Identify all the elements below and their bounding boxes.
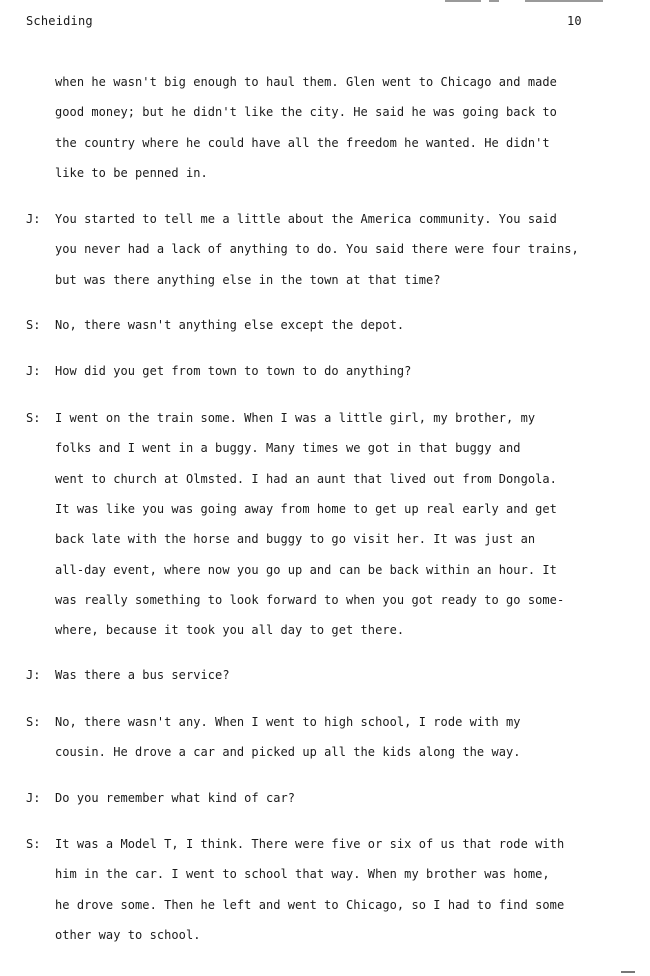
text-line: Was there a bus service? bbox=[55, 668, 230, 682]
text-line: went to church at Olmsted. I had an aunt that lived out from Dongola. bbox=[55, 471, 557, 486]
speaker-label: J: bbox=[26, 791, 41, 805]
text-line: No, there wasn't any. When I went to high school, I rode with my bbox=[55, 715, 521, 729]
speaker-label: J: bbox=[26, 364, 41, 378]
scan-corner-mark bbox=[621, 971, 635, 973]
speaker-label: S: bbox=[26, 411, 41, 425]
scan-artifact-mark bbox=[445, 0, 605, 3]
speaker-label: S: bbox=[26, 837, 41, 851]
speaker-label: J: bbox=[26, 668, 41, 682]
text-line: cousin. He drove a car and picked up all the kids along the way. bbox=[55, 745, 521, 760]
text-line: back late with the horse and buggy to go visit her. It was just an bbox=[55, 532, 536, 547]
text-line: other way to school. bbox=[55, 927, 201, 942]
text-line: when he wasn't big enough to haul them. Glen went to Chicago and made bbox=[55, 75, 557, 89]
speaker-label: J: bbox=[26, 212, 41, 226]
text-line: No, there wasn't anything else except the depot. bbox=[55, 318, 405, 332]
speaker-label: S: bbox=[26, 318, 41, 332]
text-line: It was like you was going away from home to get up real early and get bbox=[55, 501, 557, 516]
text-line: You started to tell me a little about the America community. You said bbox=[55, 212, 557, 226]
text-line: but was there anything else in the town at that time? bbox=[55, 272, 441, 287]
text-line: all-day event, where now you go up and can be back within an hour. It bbox=[55, 562, 557, 577]
page-number: 10 bbox=[567, 14, 582, 28]
text-line: I went on the train some. When I was a little girl, my brother, my bbox=[55, 411, 536, 425]
text-line: like to be penned in. bbox=[55, 165, 208, 180]
text-line: It was a Model T, I think. There were five or six of us that rode with bbox=[55, 837, 565, 851]
text-line: the country where he could have all the freedom he wanted. He didn't bbox=[55, 135, 550, 150]
text-line: How did you get from town to town to do anything? bbox=[55, 364, 412, 378]
text-line: where, because it took you all day to get there. bbox=[55, 623, 405, 638]
text-line: was really something to look forward to when you got ready to go some- bbox=[55, 592, 565, 607]
text-line: you never had a lack of anything to do. You said there were four trains, bbox=[55, 242, 579, 257]
text-line: good money; but he didn't like the city. He said he was going back to bbox=[55, 105, 557, 120]
text-line: he drove some. Then he left and went to Chicago, so I had to find some bbox=[55, 897, 565, 912]
speaker-label: S: bbox=[26, 715, 41, 729]
header-name: Scheiding bbox=[26, 14, 93, 28]
text-line: Do you remember what kind of car? bbox=[55, 791, 296, 805]
text-line: folks and I went in a buggy. Many times we got in that buggy and bbox=[55, 441, 521, 456]
text-line: him in the car. I went to school that way. When my brother was home, bbox=[55, 867, 550, 882]
